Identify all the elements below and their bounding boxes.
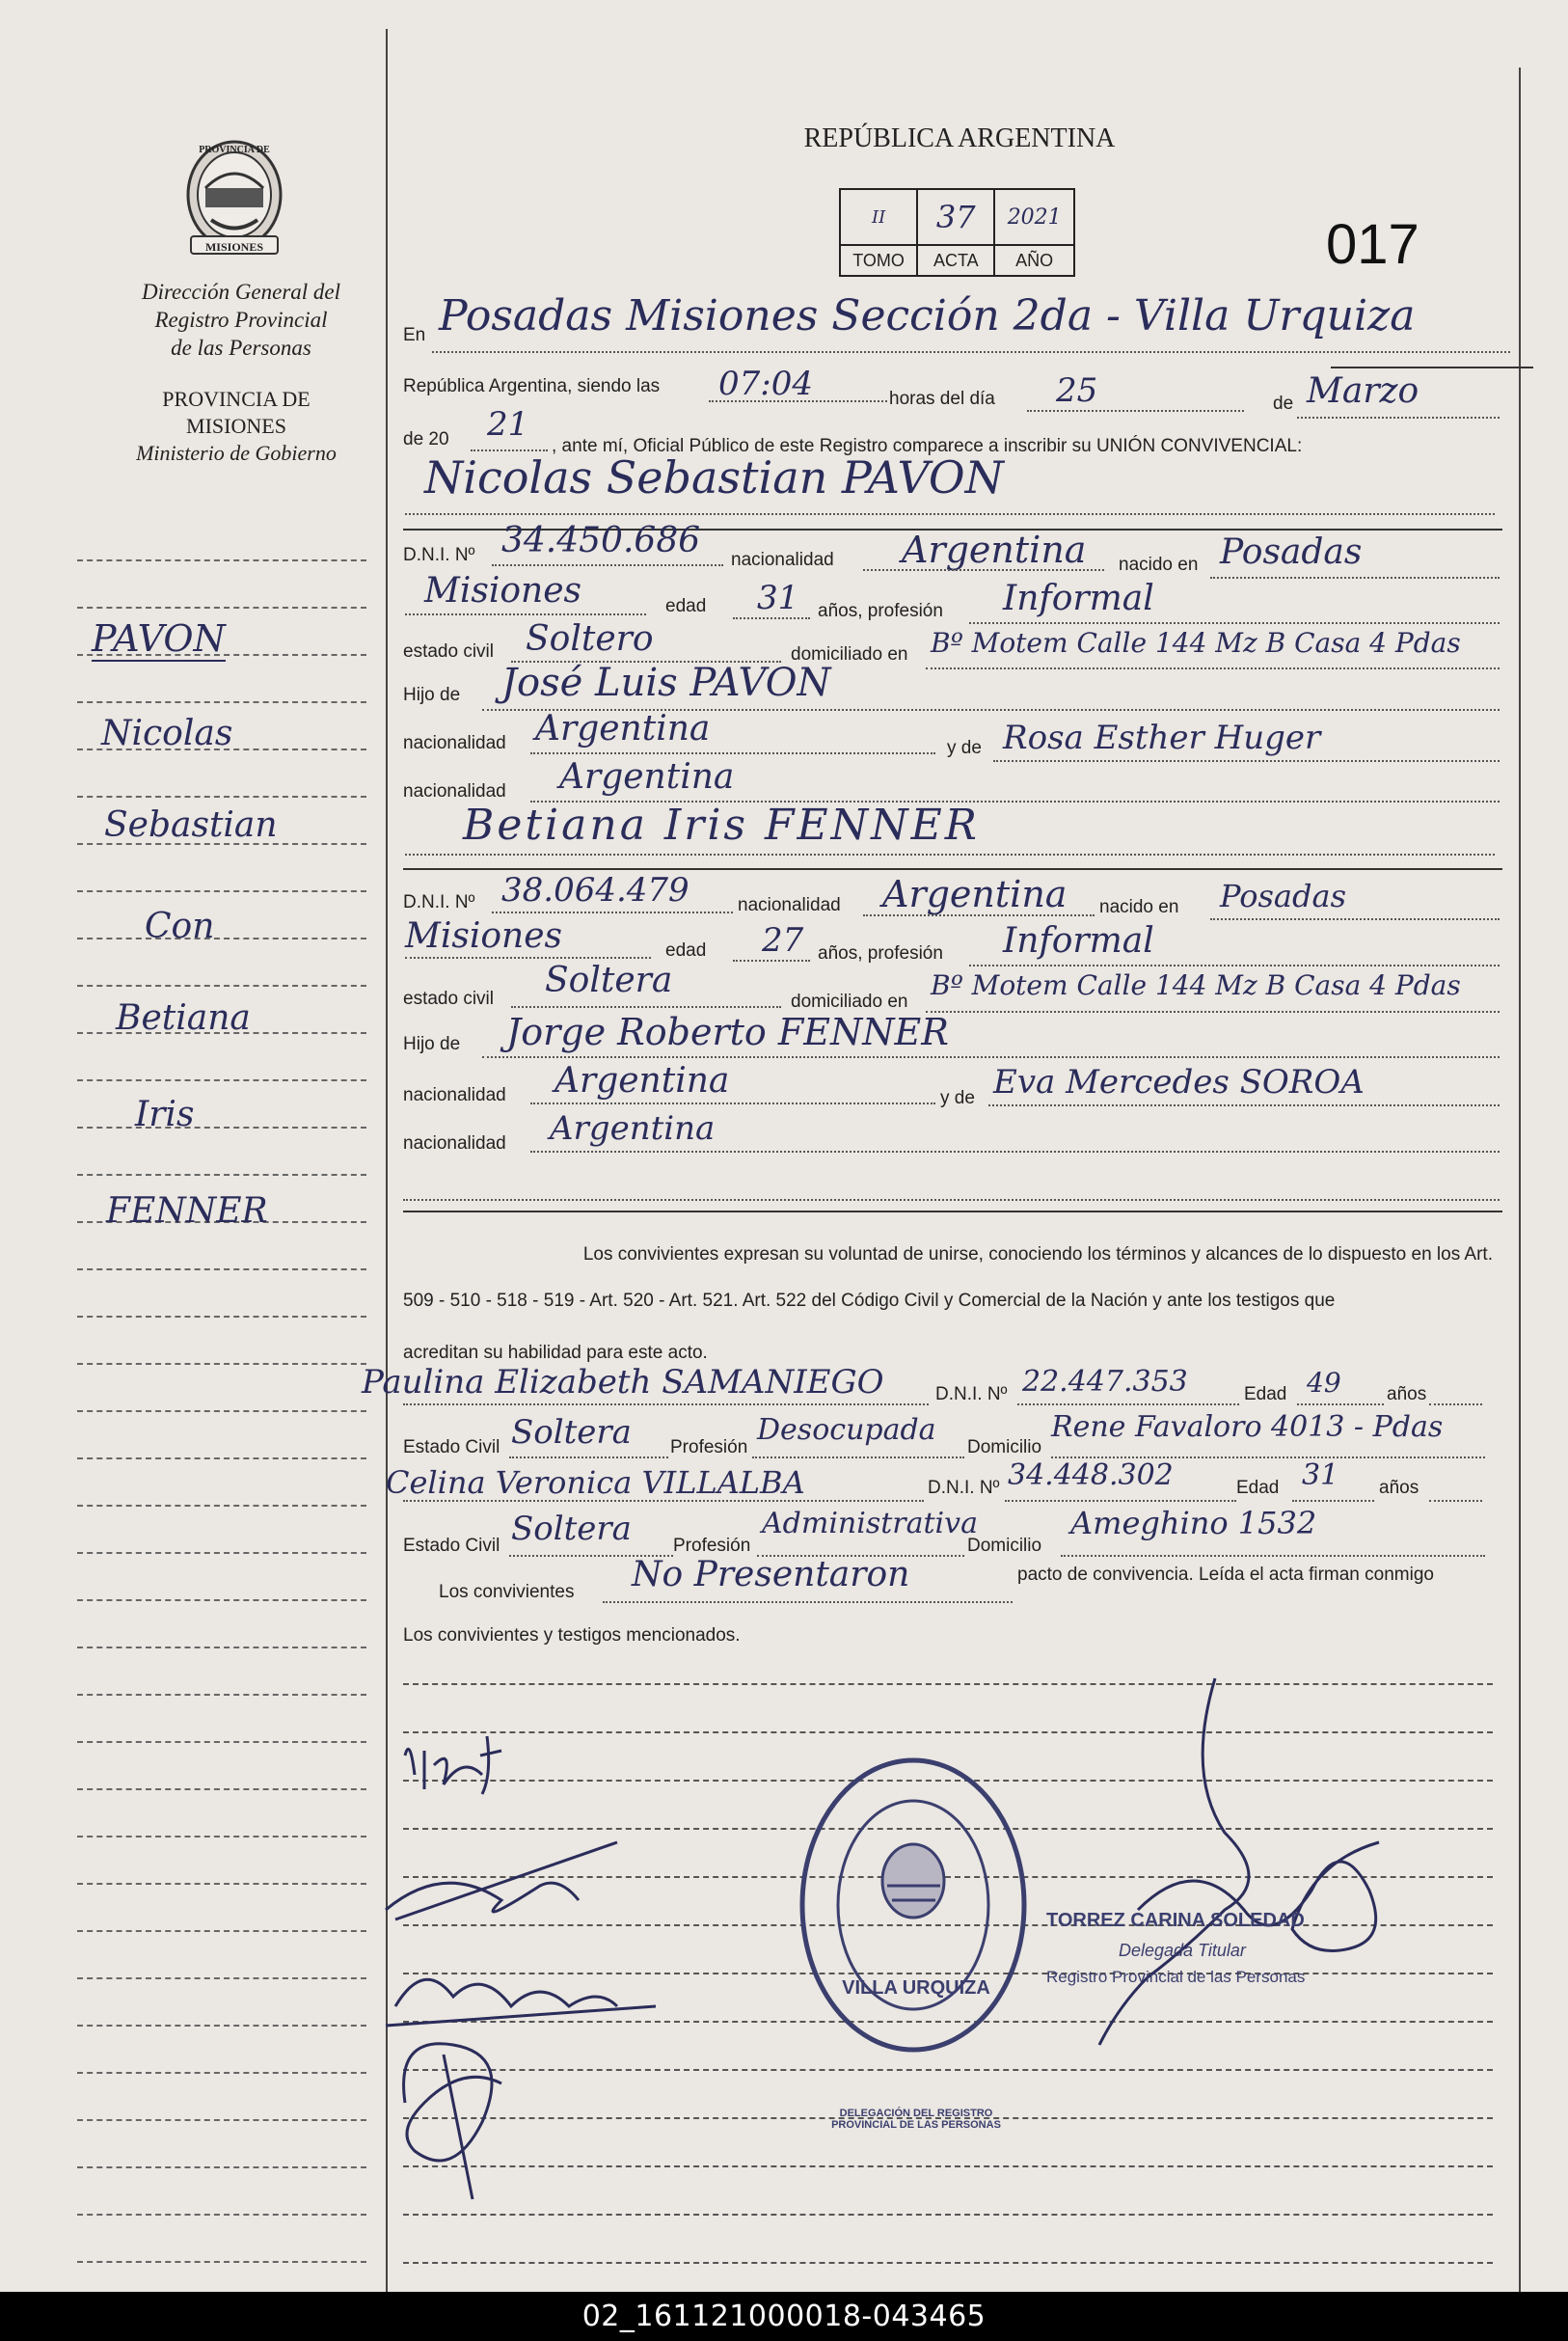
p2-nacido-label: nacido en <box>1099 897 1179 917</box>
p2-domicilio-label: domiciliado en <box>791 992 908 1012</box>
p2-civil-status: Soltera <box>545 961 673 1000</box>
p1-hijo-label: Hijo de <box>403 685 461 705</box>
w1-profession: Desocupada <box>757 1413 936 1447</box>
p2-mother-nationality: Argentina <box>550 1109 716 1148</box>
p2-edad-label: edad <box>665 940 707 961</box>
w1-edad-label: Edad <box>1244 1384 1287 1404</box>
p1-mother-nat-label: nacionalidad <box>403 781 506 802</box>
p1-civil-status: Soltero <box>526 619 654 659</box>
p2-father-nat-label: nacionalidad <box>403 1085 506 1105</box>
p1-estado-label: estado civil <box>403 641 494 662</box>
p2-dni-value: 38.064.479 <box>501 871 689 910</box>
province-block <box>96 386 376 467</box>
p2-address: Bº Motem Calle 144 Mz B Casa 4 Pdas <box>931 969 1461 1001</box>
country-title: REPÚBLICA ARGENTINA <box>803 123 1116 153</box>
pact-value: No Presentaron <box>632 1555 910 1594</box>
seal-inner-text: VILLA URQUIZA <box>842 1977 990 1999</box>
p2-father-nationality: Argentina <box>554 1061 730 1101</box>
registry-seal <box>796 1751 1032 2059</box>
w2-dni: 34.448.302 <box>1008 1458 1174 1492</box>
p1-age: 31 <box>757 579 799 617</box>
w1-address: Rene Favaloro 4013 - Pdas <box>1051 1410 1444 1444</box>
declaration-line3: acreditan su habilidad para este acto. <box>403 1343 708 1363</box>
p1-mother-nationality: Argentina <box>559 757 735 797</box>
p1-profesion-label: años, profesión <box>818 601 943 621</box>
p1-father-nat-label: nacionalidad <box>403 733 506 753</box>
institution-line1: Dirección General del <box>141 280 341 304</box>
p1-edad-label: edad <box>665 596 707 616</box>
w2-edad-label: Edad <box>1236 1478 1280 1498</box>
p2-estado-label: estado civil <box>403 989 494 1009</box>
w2-age: 31 <box>1302 1458 1339 1492</box>
w1-civil-status: Soltera <box>511 1413 632 1452</box>
p1-nacido-label: nacido en <box>1119 555 1199 575</box>
officer-signature <box>1022 1659 1437 2064</box>
margin-name: Betiana <box>116 998 251 1038</box>
officer-name: TORREZ CARINA SOLEDAD <box>1046 1910 1305 1931</box>
w1-anos-label: años <box>1387 1384 1427 1404</box>
p2-dni-label: D.N.I. Nº <box>403 892 475 912</box>
margin-name: Con <box>145 907 215 946</box>
p2-nac-label: nacionalidad <box>738 895 841 915</box>
p2-birthplace-b: Misiones <box>405 916 563 956</box>
w2-anos-label: años <box>1379 1478 1419 1498</box>
p2-age: 27 <box>762 921 804 960</box>
time-value: 07:04 <box>718 365 813 403</box>
anio-label: AÑO <box>994 245 1074 276</box>
declaration-line1: Los convivientes expresan su voluntad de unirse, conociendo los términos y alcances de lo dispuesto en los Art. <box>582 1244 1493 1265</box>
margin-name: Nicolas <box>101 714 233 753</box>
w2-address: Ameghino 1532 <box>1070 1505 1317 1541</box>
p1-birthplace-a: Posadas <box>1220 532 1363 572</box>
p2-profesion-label: años, profesión <box>818 943 943 964</box>
p2-yde-label: y de <box>940 1088 975 1108</box>
w1-dni: 22.447.353 <box>1022 1365 1188 1399</box>
w2-estado-label: Estado Civil <box>403 1536 500 1556</box>
p1-profession: Informal <box>1003 579 1154 618</box>
de20-label: de 20 <box>403 429 449 449</box>
tomo-value: II <box>840 189 917 245</box>
margin-name: Iris <box>135 1095 195 1134</box>
acta-value: 37 <box>917 189 994 245</box>
p1-nationality: Argentina <box>902 529 1087 571</box>
acta-label: ACTA <box>917 245 994 276</box>
p2-hijo-label: Hijo de <box>403 1034 461 1054</box>
p1-dni-label: D.N.I. Nº <box>403 545 475 565</box>
declaration-line2: 509 - 510 - 518 - 519 - Art. 520 - Art. 521. Art. 522 del Código Civil y Comercial de la Nación y ante los testigos que <box>403 1291 1336 1311</box>
tomo-label: TOMO <box>840 245 917 276</box>
province-line2: MISIONES <box>186 414 286 438</box>
image-id-bar: 02_161121000018-043465 <box>0 2292 1568 2341</box>
compare-text: , ante mí, Oficial Público de este Registro comparece a inscribir su UNIÓN CONVIVENCIAL: <box>552 436 1303 456</box>
p1-address: Bº Motem Calle 144 Mz B Casa 4 Pdas <box>931 627 1461 659</box>
w1-age: 49 <box>1307 1367 1341 1399</box>
p2-nationality: Argentina <box>882 873 1068 915</box>
person1-name: Nicolas Sebastian PAVON <box>424 451 1004 504</box>
tomo-acta-table <box>839 188 1075 277</box>
p1-father: José Luis PAVON <box>501 661 831 705</box>
place-value: Posadas Misiones Sección 2da - Villa Urquiza <box>439 291 1416 340</box>
p1-birthplace-b: Misiones <box>424 571 582 611</box>
w2-profession: Administrativa <box>762 1507 978 1540</box>
p1-father-nationality: Argentina <box>535 709 711 749</box>
p2-father: Jorge Roberto FENNER <box>506 1011 949 1053</box>
seal-ring-text: DELEGACIÓN DEL REGISTRO PROVINCIAL DE LAS PERSONAS <box>831 2108 1001 2131</box>
officer-org: Registro Provincial de las Personas <box>1046 1968 1306 1986</box>
w2-dni-label: D.N.I. Nº <box>928 1478 1000 1498</box>
p1-domicilio-label: domiciliado en <box>791 644 908 665</box>
pact-line2: Los convivientes y testigos mencionados. <box>403 1625 741 1646</box>
margin-name: Sebastian <box>104 805 278 845</box>
margin-name: PAVON <box>92 617 226 660</box>
w1-profesion-label: Profesión <box>670 1437 748 1457</box>
emblem-top-text: PROVINCIA DE <box>199 145 270 155</box>
p1-nac-label: nacionalidad <box>731 550 834 570</box>
w1-dni-label: D.N.I. Nº <box>935 1384 1008 1404</box>
p2-birthplace-a: Posadas <box>1220 878 1346 914</box>
p1-yde-label: y de <box>947 738 982 758</box>
horas-label: horas del día <box>889 389 995 409</box>
p2-mother: Eva Mercedes SOROA <box>993 1063 1365 1102</box>
w2-civil-status: Soltera <box>511 1510 632 1548</box>
institution-line3: de las Personas <box>171 336 311 360</box>
right-margin-line <box>1519 68 1521 2292</box>
w2-domicilio-label: Domicilio <box>967 1536 1042 1556</box>
day-value: 25 <box>1056 371 1098 410</box>
p2-mother-nat-label: nacionalidad <box>403 1133 506 1154</box>
republica-label: República Argentina, siendo las <box>403 376 661 396</box>
w1-estado-label: Estado Civil <box>403 1437 500 1457</box>
de-label: de <box>1273 394 1294 414</box>
person2-name: Betiana Iris FENNER <box>463 801 980 850</box>
p2-profession: Informal <box>1003 921 1154 961</box>
officer-title: Delegada Titular <box>1119 1941 1246 1960</box>
acta-number: 017 <box>1326 213 1419 276</box>
province-line1: PROVINCIA DE <box>162 387 311 411</box>
ministry-line: Ministerio de Gobierno <box>136 441 337 465</box>
year-suffix-value: 21 <box>487 405 529 444</box>
institution-block <box>96 278 386 362</box>
p1-dni-value: 34.450.686 <box>501 521 701 560</box>
p1-mother: Rosa Esther Huger <box>1003 719 1321 757</box>
w2-name: Celina Veronica VILLALBA <box>386 1464 805 1501</box>
institution-line2: Registro Provincial <box>154 308 328 332</box>
margin-name: FENNER <box>106 1191 268 1231</box>
signatures-left <box>366 1717 675 2219</box>
w1-domicilio-label: Domicilio <box>967 1437 1042 1457</box>
pact-label: Los convivientes <box>439 1582 575 1602</box>
w2-profesion-label: Profesión <box>673 1536 751 1556</box>
anio-value: 2021 <box>994 189 1074 245</box>
pact-rest: pacto de convivencia. Leída el acta firman conmigo <box>1017 1565 1434 1585</box>
w1-name: Paulina Elizabeth SAMANIEGO <box>362 1363 884 1402</box>
month-value: Marzo <box>1307 371 1419 411</box>
emblem-text: MISIONES <box>204 240 264 254</box>
en-label: En <box>403 325 426 345</box>
